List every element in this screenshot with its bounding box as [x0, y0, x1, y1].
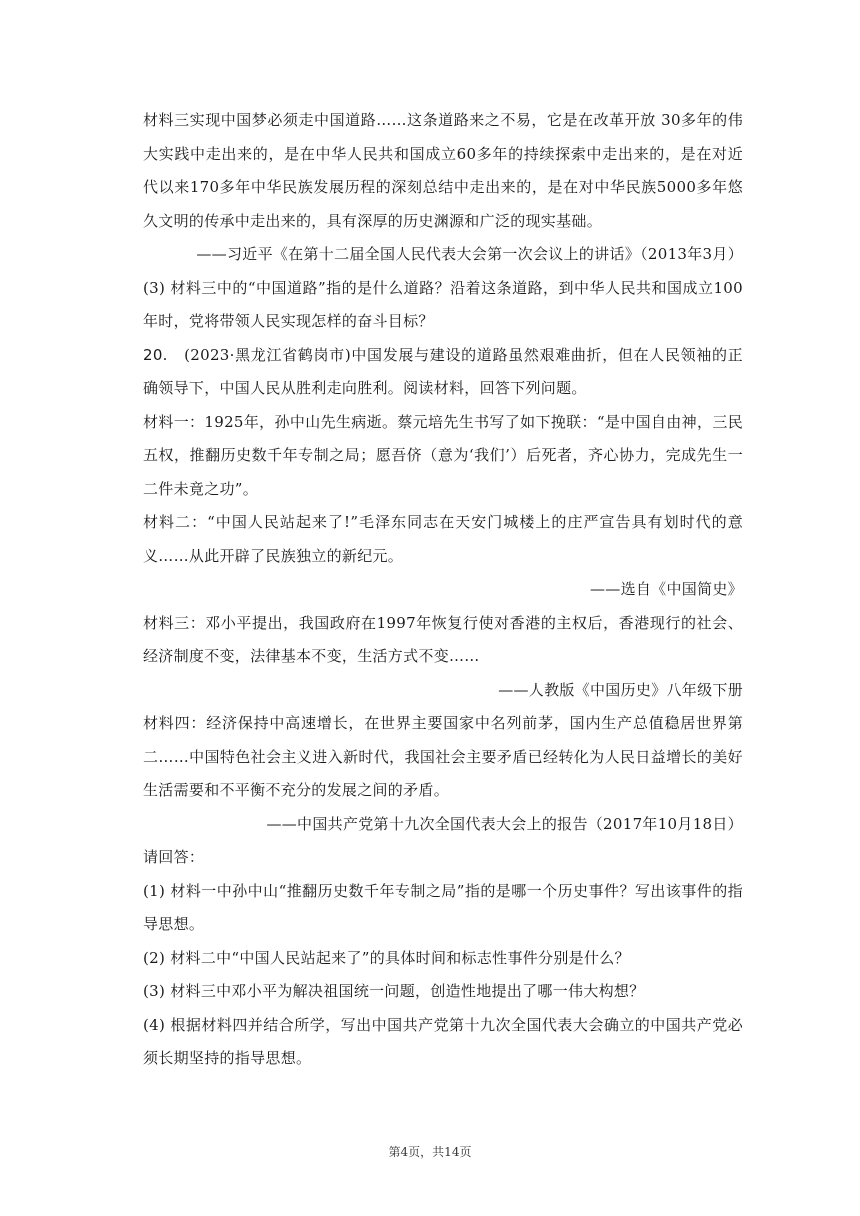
question-4: (4) 根据材料四并结合所学，写出中国共产党第十九次全国代表大会确立的中国共产党必须长期坚持的指导思想。	[143, 1015, 743, 1067]
material3-citation-b: ——人教版《中国历史》八年级下册	[498, 680, 743, 699]
question-1: (1) 材料一中孙中山“推翻历史数千年专制之局”指的是哪一个历史事件？写出该事件的指导思想。	[143, 881, 743, 933]
page-footer: 第4页，共14页	[388, 1145, 472, 1159]
material4-citation: ——中国共产党第十九次全国代表大会上的报告（2017年10月18日）	[266, 814, 743, 833]
problem-intro-text: (2023·黑龙江省鹤岗市)中国发展与建设的道路虽然艰难曲折，但在人民领袖的正确领导下，中国人民从胜利走向胜利。阅读材料，回答下列问题。	[143, 345, 743, 397]
material2-citation: ——选自《中国简史》	[589, 580, 743, 598]
question-3: (3) 材料三中邓小平为解决祖国统一问题，创造性地提出了哪一伟大构想？	[143, 982, 645, 1000]
material3-citation: ——习近平《在第十二届全国人民代表大会第一次会议上的讲话》（2013年3月）	[196, 245, 743, 263]
problem-number: 20.	[143, 345, 168, 364]
material1-text: 材料一：1925年，孙中山先生病逝。蔡元培先生书写了如下挽联：“是中国自由神，三民五权，推翻历史数千年专制之局；愿吾侪（意为‘我们’）后死者，齐心协力，完成先生一二件未竟之功”。	[143, 412, 743, 498]
problem-20-intro	[143, 339, 743, 406]
material3-text: 材料三实现中国梦必须走中国道路……这条道路来之不易，它是在改革开放 30多年的伟大实践中走出来的，是在中华人民共和国成立60多年的持续探索中走出来的，是在对近代以来170多年中华民族发展历程的深刻总结中走出来的，是在对中华民族5000多年悠久文明的传承中走出来的，具有深厚的历史渊源和广泛的现实基础。	[143, 111, 743, 230]
material2-text: 材料二：“中国人民站起来了!”毛泽东同志在天安门城楼上的庄严宣告具有划时代的意义……从此开辟了民族独立的新纪元。	[143, 513, 743, 565]
question-2: (2) 材料二中“中国人民站起来了”的具体时间和标志性事件分别是什么？	[143, 948, 630, 967]
material4-text: 材料四：经济保持中高速增长，在世界主要国家中名列前茅，国内生产总值稳居世界第二……中国特色社会主义进入新时代，我国社会主要矛盾已经转化为人民日益增长的美好生活需要和不平衡不充分的发展之间的矛盾。	[143, 714, 743, 799]
answer-prompt: 请回答：	[143, 848, 205, 866]
question-3-previous: (3) 材料三中的“中国道路”指的是什么道路？沿着这条道路，到中华人民共和国成立100年时，党将带领人民实现怎样的奋斗目标？	[143, 278, 743, 330]
material3-text-b: 材料三：邓小平提出，我国政府在1997年恢复行使对香港的主权后，香港现行的社会、经济制度不变，法律基本不变，生活方式不变……	[143, 613, 743, 665]
page-content	[143, 104, 743, 1076]
